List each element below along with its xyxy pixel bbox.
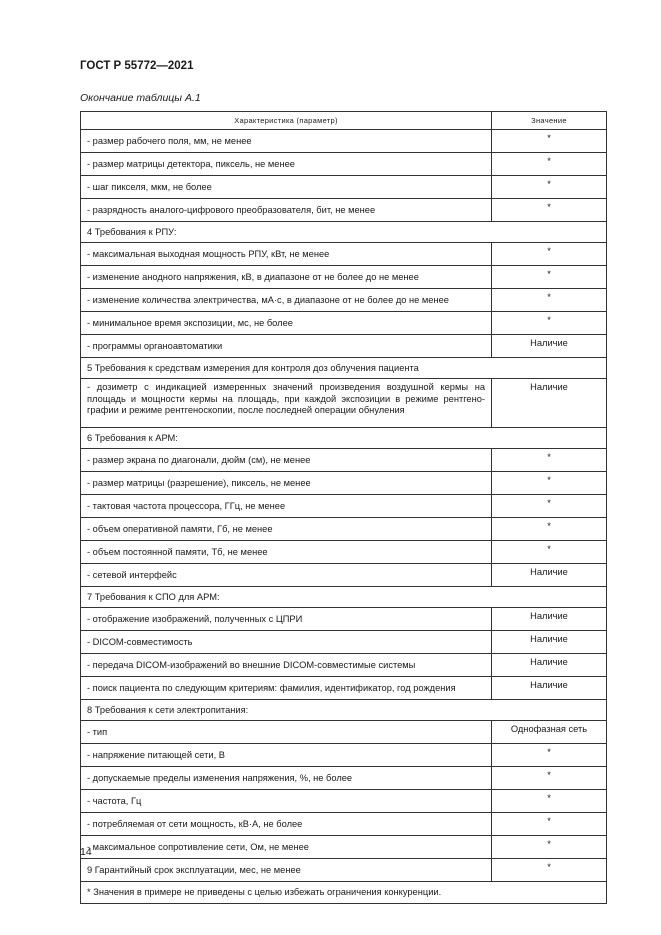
value-cell: Наличие (492, 631, 607, 654)
section-row (81, 428, 607, 449)
characteristic-cell: - минимальное время экспозиции, мс, не более (81, 312, 492, 335)
table-row (81, 721, 607, 744)
table-row (81, 266, 607, 289)
table-body (81, 130, 607, 882)
value-cell: * (492, 199, 607, 222)
table-row (81, 608, 607, 631)
value-cell: * (492, 518, 607, 541)
characteristic-cell: - объем оперативной памяти, Гб, не менее (81, 518, 492, 541)
footnote: * Значения в примере не приведены с целью избежать ограничения конкуренции. (81, 882, 607, 904)
value-cell: Наличие (492, 654, 607, 677)
characteristic-cell: - тактовая частота процессора, ГГц, не менее (81, 495, 492, 518)
characteristic-cell: - дозиметр с индикацией измеренных значений произведения воздушной кермы на площадь и мощности кермы на площадь, при каждой экспозиции в режиме рентгено-графии и режиме рентгеноскопии, после последней операции обнуления (81, 379, 492, 428)
table-row (81, 813, 607, 836)
table-header-row (81, 112, 607, 130)
table-row (81, 790, 607, 813)
table-row (81, 859, 607, 882)
characteristic-cell: - допускаемые пределы изменения напряжения, %, не более (81, 767, 492, 790)
table-row (81, 243, 607, 266)
table-row (81, 176, 607, 199)
value-cell: * (492, 153, 607, 176)
value-cell: * (492, 495, 607, 518)
characteristic-cell: - размер рабочего поля, мм, не менее (81, 130, 492, 153)
table-row (81, 449, 607, 472)
value-cell: Наличие (492, 608, 607, 631)
table-row (81, 312, 607, 335)
section-title: 5 Требования к средствам измерения для контроля доз облучения пациента (81, 358, 607, 379)
section-row (81, 222, 607, 243)
value-cell: Наличие (492, 379, 607, 428)
table-row (81, 153, 607, 176)
table-row (81, 744, 607, 767)
characteristic-cell: - передача DICOM-изображений во внешние DICOM-совместимые системы (81, 654, 492, 677)
section-row (81, 700, 607, 721)
characteristic-cell: - размер экрана по диагонали, дюйм (см), не менее (81, 449, 492, 472)
value-cell: * (492, 266, 607, 289)
characteristic-cell: - объем постоянной памяти, Тб, не менее (81, 541, 492, 564)
value-cell: * (492, 541, 607, 564)
characteristic-cell: 9 Гарантийный срок эксплуатации, мес, не менее (81, 859, 492, 882)
table-row (81, 472, 607, 495)
value-cell: Наличие (492, 335, 607, 358)
value-cell: Однофазная сеть (492, 721, 607, 744)
section-title: 8 Требования к сети электропитания: (81, 700, 607, 721)
table-row (81, 564, 607, 587)
table-row (81, 379, 607, 428)
characteristic-cell: - максимальное сопротивление сети, Ом, не менее (81, 836, 492, 859)
value-cell: Наличие (492, 677, 607, 700)
characteristic-cell: - программы органоавтоматики (81, 335, 492, 358)
table-row (81, 631, 607, 654)
characteristic-cell: - потребляемая от сети мощность, кВ·А, не более (81, 813, 492, 836)
table-caption: Окончание таблицы А.1 (80, 92, 201, 104)
document-header: ГОСТ Р 55772—2021 (80, 60, 194, 72)
characteristic-cell: - изменение количества электричества, мА·с, в диапазоне от не более до не менее (81, 289, 492, 312)
page-number: 14 (80, 846, 92, 858)
value-cell: * (492, 312, 607, 335)
table-row (81, 767, 607, 790)
table-row (81, 289, 607, 312)
value-cell: * (492, 176, 607, 199)
value-cell: * (492, 836, 607, 859)
characteristic-cell: - размер матрицы детектора, пиксель, не менее (81, 153, 492, 176)
value-cell: * (492, 859, 607, 882)
column-header-value: Значение (492, 112, 607, 130)
characteristic-cell: - тип (81, 721, 492, 744)
section-title: 6 Требования к АРМ: (81, 428, 607, 449)
characteristic-cell: - частота, Гц (81, 790, 492, 813)
characteristic-cell: - отображение изображений, полученных с ЦПРИ (81, 608, 492, 631)
value-cell: * (492, 449, 607, 472)
characteristic-cell: - сетевой интерфейс (81, 564, 492, 587)
table-row (81, 335, 607, 358)
section-title: 7 Требования к СПО для АРМ: (81, 587, 607, 608)
value-cell: * (492, 130, 607, 153)
table-row (81, 199, 607, 222)
table-row (81, 677, 607, 700)
value-cell: * (492, 790, 607, 813)
table-row (81, 836, 607, 859)
value-cell: Наличие (492, 564, 607, 587)
value-cell: * (492, 243, 607, 266)
parameters-table (80, 111, 607, 904)
value-cell: * (492, 472, 607, 495)
characteristic-cell: - максимальная выходная мощность РПУ, кВт, не менее (81, 243, 492, 266)
table-row (81, 518, 607, 541)
table-row (81, 130, 607, 153)
characteristic-cell: - разрядность аналого-цифрового преобразователя, бит, не менее (81, 199, 492, 222)
section-title: 4 Требования к РПУ: (81, 222, 607, 243)
value-cell: * (492, 289, 607, 312)
characteristic-cell: - размер матрицы (разрешение), пиксель, не менее (81, 472, 492, 495)
characteristic-cell: - DICOM-совместимость (81, 631, 492, 654)
table-row (81, 495, 607, 518)
table-row (81, 654, 607, 677)
value-cell: * (492, 813, 607, 836)
column-header-characteristic: Характеристика (параметр) (81, 112, 492, 130)
characteristic-cell: - шаг пикселя, мкм, не более (81, 176, 492, 199)
characteristic-cell: - поиск пациента по следующим критериям: фамилия, идентификатор, год рождения (81, 677, 492, 700)
value-cell: * (492, 767, 607, 790)
section-row (81, 587, 607, 608)
footnote-row (81, 882, 607, 904)
value-cell: * (492, 744, 607, 767)
characteristic-cell: - изменение анодного напряжения, кВ, в диапазоне от не более до не менее (81, 266, 492, 289)
characteristic-cell: - напряжение питающей сети, В (81, 744, 492, 767)
section-row (81, 358, 607, 379)
table-row (81, 541, 607, 564)
